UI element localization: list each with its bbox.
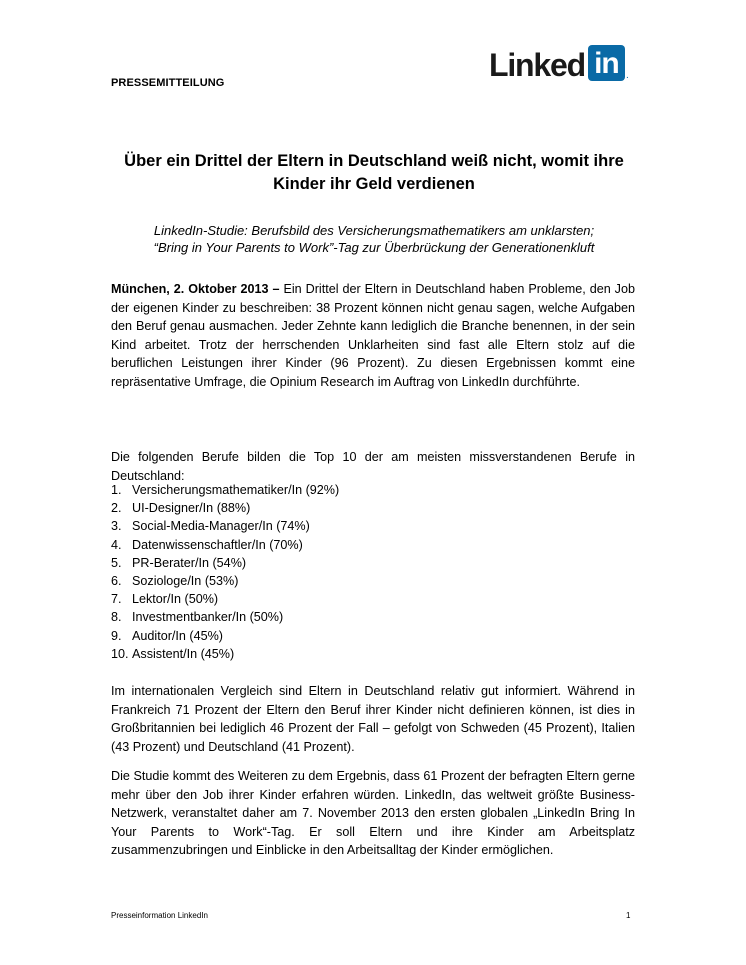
list-item — [111, 572, 339, 590]
list-item-text: Investmentbanker/In (50%) — [132, 610, 284, 625]
event-paragraph: Die Studie kommt des Weiteren zu dem Ergebnis, dass 61 Prozent der befragten Eltern gerne mehr über den Job ihrer Kinder erfahren würden. LinkedIn, das weltweit größte Business-Netzwerk, veranstaltet daher am 7. November 2013 den ersten globalen „LinkedIn Bring In Your Parents to Work“-Tag. Er soll Eltern und ihre Kinder am Arbeitsplatz zusammenzubringen und Einblicke in den Arbeitsalltag der Kinder ermöglichen. — [111, 769, 635, 857]
list-item — [111, 481, 339, 499]
document-type-label: PRESSEMITTEILUNG — [111, 77, 225, 89]
logo-registered-dot: . — [625, 70, 629, 81]
list-item-number: 2. — [111, 501, 122, 516]
list-item-text: PR-Berater/In (54%) — [132, 555, 247, 570]
list-item-number: 5. — [111, 555, 122, 570]
footer-label: Presseinformation LinkedIn — [111, 911, 208, 920]
list-item-text: Assistent/In (45%) — [132, 646, 235, 661]
list-item-text: Datenwissenschaftler/In (70%) — [132, 537, 303, 552]
list-item-text: Auditor/In (45%) — [132, 628, 223, 643]
headline: Über ein Drittel der Eltern in Deutschland weiß nicht, womit ihre Kinder ihr Geld verdienen — [124, 152, 624, 193]
list-item-text: Versicherungsmathematiker/In (92%) — [132, 483, 340, 497]
list-item-text: UI-Designer/In (88%) — [132, 501, 251, 516]
list-item — [111, 499, 339, 517]
subheadline-line-2: “Bring in Your Parents to Work”-Tag zur Überbrückung der Generationenkluft — [153, 240, 595, 255]
page-number: 1 — [626, 911, 631, 920]
list-item — [111, 554, 339, 572]
subheadline — [111, 222, 637, 256]
logo-in-box: in — [588, 45, 625, 81]
list-item-number: 3. — [111, 519, 122, 534]
logo-wordmark: Linked — [489, 47, 585, 83]
list-item-number: 4. — [111, 537, 122, 552]
list-item-text: Social-Media-Manager/In (74%) — [132, 519, 310, 534]
list-item-number: 7. — [111, 592, 122, 607]
subheadline-line-1: LinkedIn-Studie: Berufsbild des Versicherungsmathematikers am unklarsten; — [153, 223, 595, 238]
intro-text: Ein Drittel der Eltern in Deutschland haben Probleme, den Job der eigenen Kinder zu beschreiben: 38 Prozent können nicht genau sagen, welche Aufgaben den Beruf genau ausmachen. Jeder Zehnte kann lediglich die Branche benennen, in der sein Kind arbeitet. Trotz der herrschenden Unklarheiten sind fast alle Eltern stolz auf die beruflichen Leistungen ihrer Kinder (96 Prozent). Zu diesen Ergebnissen kommt eine repräsentative Umfrage, die Opinium Research im Auftrag von LinkedIn durchführte. — [111, 282, 635, 389]
list-item — [111, 627, 339, 645]
list-item — [111, 517, 339, 535]
intro-paragraph — [111, 280, 635, 391]
list-item — [111, 608, 339, 626]
comparison-paragraph: Im internationalen Vergleich sind Eltern in Deutschland relativ gut informiert. Während in Frankreich 71 Prozent der Eltern den Beruf ihrer Kinder nicht definieren können, ist dies in Großbritannien bei lediglich 46 Prozent der Fall – gefolgt von Schweden (45 Prozent), Italien (43 Prozent) und Deutschland (41 Prozent). — [111, 684, 635, 754]
list-item — [111, 590, 339, 608]
top-ten-list — [111, 481, 339, 663]
list-intro-paragraph: Die folgenden Berufe bilden die Top 10 der am meisten missverstandenen Berufe in Deutschland: — [111, 450, 635, 483]
list-item-number: 9. — [111, 628, 122, 643]
linkedin-logo — [489, 41, 629, 81]
list-item-number: 1. — [111, 483, 122, 497]
dateline: München, 2. Oktober 2013 – — [111, 282, 280, 296]
list-item-text: Soziologe/In (53%) — [132, 574, 239, 589]
list-item-number: 8. — [111, 610, 122, 625]
list-item-number: 10. — [111, 646, 129, 661]
list-item-number: 6. — [111, 574, 122, 589]
list-item-text: Lektor/In (50%) — [132, 592, 219, 607]
list-item — [111, 536, 339, 554]
list-item — [111, 645, 339, 663]
